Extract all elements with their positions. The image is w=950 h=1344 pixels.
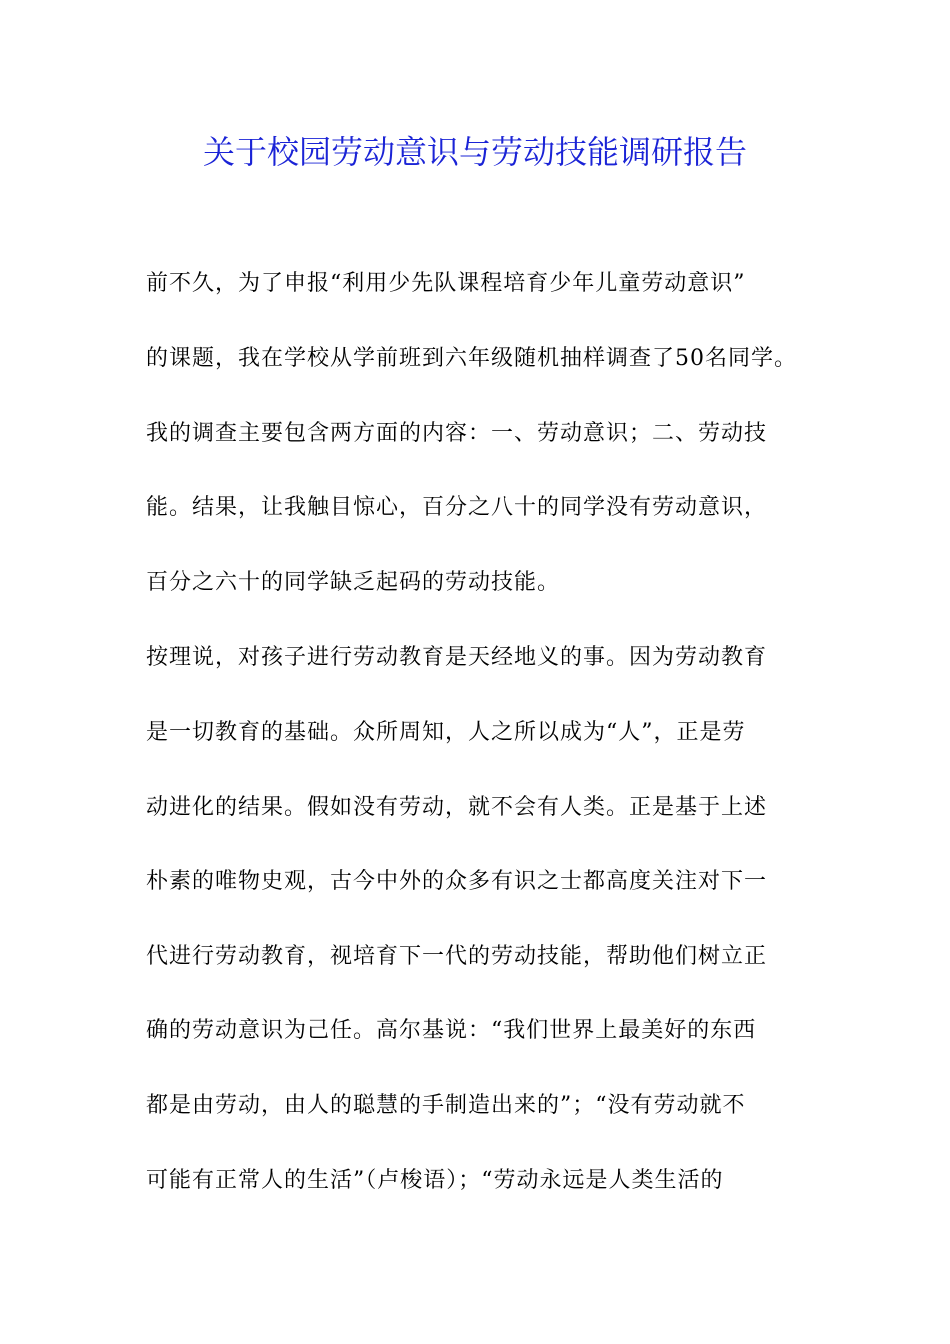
body-line-7: 是一切教育的基础。众所周知，人之所以成为“人”，正是劳 xyxy=(146,720,746,745)
body-line-2: 的课题，我在学校从学前班到六年级随机抽样调查了50名同学。 xyxy=(146,346,797,371)
body-line-13: 可能有正常人的生活”（卢梭语）；“劳动永远是人类生活的 xyxy=(146,1168,724,1193)
body-line-4: 能。结果，让我触目惊心，百分之八十的同学没有劳动意识， xyxy=(146,495,768,520)
body-line-8: 动进化的结果。假如没有劳动，就不会有人类。正是基于上述 xyxy=(146,795,768,820)
body-line-10: 代进行劳动教育，视培育下一代的劳动技能，帮助他们树立正 xyxy=(146,944,768,969)
body-line-12: 都是由劳动，由人的聪慧的手制造出来的”；“没有劳动就不 xyxy=(146,1093,746,1118)
body-line-11: 确的劳动意识为己任。高尔基说：“我们世界上最美好的东西 xyxy=(146,1018,757,1043)
body-line-1: 前不久，为了申报“利用少先队课程培育少年儿童劳动意识” xyxy=(146,271,746,296)
body-line-3: 我的调查主要包含两方面的内容：一、劳动意识；二、劳动技 xyxy=(146,421,768,446)
document-title: 关于校园劳动意识与劳动技能调研报告 xyxy=(202,133,747,171)
body-line-5: 百分之六十的同学缺乏起码的劳动技能。 xyxy=(146,570,561,595)
body-line-6: 按理说，对孩子进行劳动教育是天经地义的事。因为劳动教育 xyxy=(146,645,768,670)
body-line-9: 朴素的唯物史观，古今中外的众多有识之士都高度关注对下一 xyxy=(146,869,768,894)
